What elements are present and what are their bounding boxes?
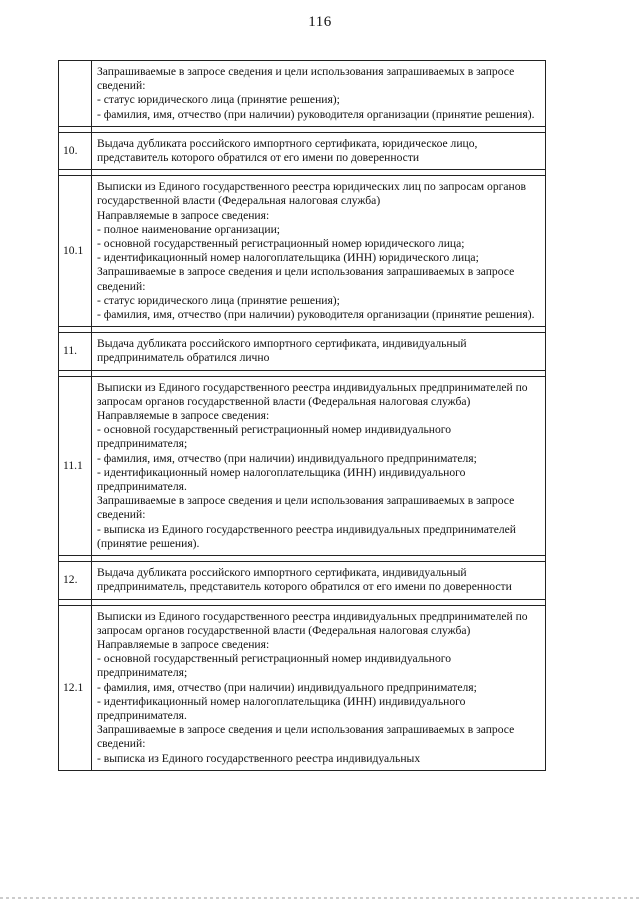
- row-text: Выписки из Единого государственного реестра индивидуальных предпринимателей по запросам органов государственной власти (Федеральная налоговая служба) Направляемые в запросе сведения: - основной государственный регистрационный номер индивидуального предпринимателя; - фамилия, имя, отчество (при наличии) индивидуального предпринимателя; - идентификационный номер налогоплательщика (ИНН) индивидуального предпринимателя. Запрашиваемые в запросе сведения и цели использования запрашиваемых в запросе сведений: - выписка из Единого государственного реестра индивидуальных: [92, 605, 546, 770]
- row-number: 10.1: [59, 176, 92, 327]
- row-number: 10.: [59, 132, 92, 169]
- row-number: 11.: [59, 333, 92, 370]
- row-number: 12.: [59, 562, 92, 599]
- row-number: 11.1: [59, 376, 92, 555]
- row-text: Выдача дубликата российского импортного сертификата, индивидуальный предприниматель, представитель которого обратился от его имени по доверенности: [92, 562, 546, 599]
- table-row: [59, 562, 546, 599]
- table-row: [59, 176, 546, 327]
- row-text: Выдача дубликата российского импортного сертификата, индивидуальный предприниматель обратился лично: [92, 333, 546, 370]
- page-number: 116: [308, 14, 332, 30]
- row-text: Выдача дубликата российского импортного сертификата, юридическое лицо, представитель которого обратился от его имени по доверенности: [92, 132, 546, 169]
- scan-edge: [0, 897, 640, 899]
- row-text: Выписки из Единого государственного реестра индивидуальных предпринимателей по запросам органов государственной власти (Федеральная налоговая служба) Направляемые в запросе сведения: - основной государственный регистрационный номер индивидуального предпринимателя; - фамилия, имя, отчество (при наличии) индивидуального предпринимателя; - идентификационный номер налогоплательщика (ИНН) индивидуального предпринимателя. Запрашиваемые в запросе сведения и цели использования запрашиваемых в запросе сведений: - выписка из Единого государственного реестра индивидуальных предпринимателей (принятие решения).: [92, 376, 546, 555]
- row-text: Выписки из Единого государственного реестра юридических лиц по запросам органов государственной власти (Федеральная налоговая служба) Направляемые в запросе сведения: - полное наименование организации; - основной государственный регистрационный номер юридического лица; - идентификационный номер налогоплательщика (ИНН) юридического лица; Запрашиваемые в запросе сведения и цели использования запрашиваемых в запросе сведений: - статус юридического лица (принятие решения); - фамилия, имя, отчество (при наличии) руководителя организации (принятие решения).: [92, 176, 546, 327]
- table-row: [59, 376, 546, 555]
- table-row: [59, 605, 546, 770]
- row-number: [59, 61, 92, 127]
- table-row: [59, 132, 546, 169]
- document-table: [58, 60, 546, 771]
- row-text: Запрашиваемые в запросе сведения и цели использования запрашиваемых в запросе сведений: - статус юридического лица (принятие решения); - фамилия, имя, отчество (при наличии) руководителя организации (принятие решения).: [92, 61, 546, 127]
- table-row: [59, 333, 546, 370]
- table-row: [59, 61, 546, 127]
- row-number: 12.1: [59, 605, 92, 770]
